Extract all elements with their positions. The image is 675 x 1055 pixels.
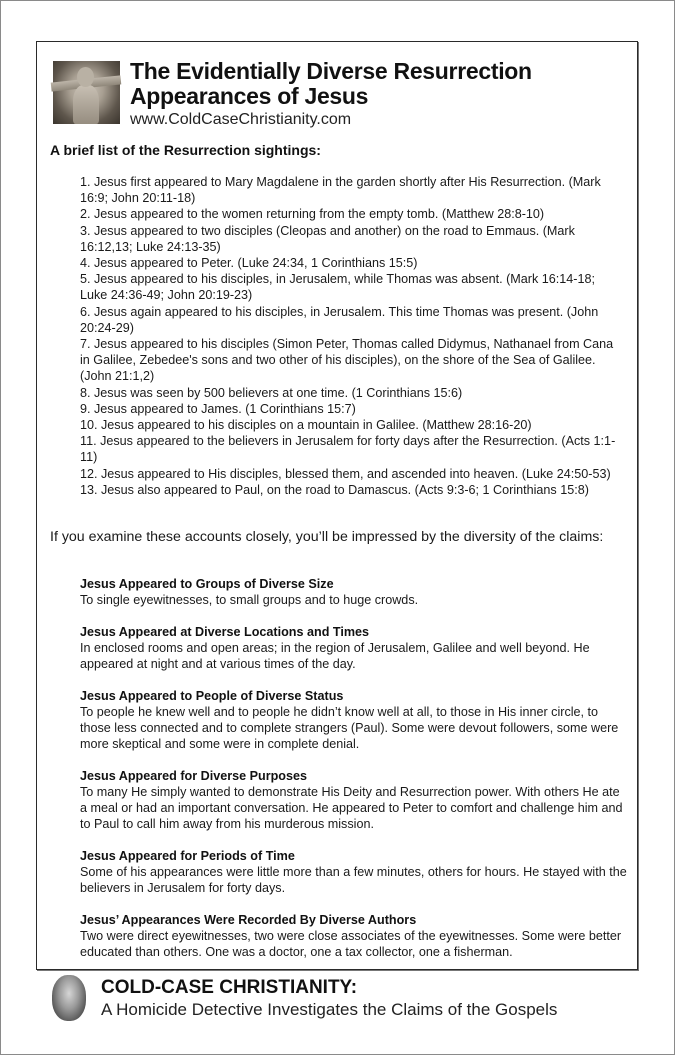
claim-locations-times [80,624,628,672]
intro-paragraph: If you examine these accounts closely, you’ll be impressed by the diversity of the claims: [50,529,604,545]
sighting-item: 10. Jesus appeared to his disciples on a mountain in Galilee. (Matthew 28:16-20) [80,418,532,433]
page-title [130,59,532,109]
sightings-list [80,174,625,498]
claim-heading: Jesus Appeared to Groups of Diverse Size [80,577,334,591]
detective-badge-icon [52,975,86,1021]
sighting-item: 12. Jesus appeared to His disciples, blessed them, and ascended into heaven. (Luke 24:50-53) [80,466,611,481]
sighting-item: 13. Jesus also appeared to Paul, on the road to Damascus. (Acts 9:3-6; 1 Corinthians 15:8) [80,482,589,497]
sighting-item: 5. Jesus appeared to his disciples, in Jerusalem, while Thomas was absent. (Mark 16:14-18; Luke 24:36-49; John 20:19-23) [80,272,595,303]
crucifix-head [77,67,94,87]
crucifix-photo [53,61,120,124]
claim-body: To many He simply wanted to demonstrate His Deity and Resurrection power. With others He ate a meal or had an important conversation. He appeared to Peter to comfort and challenge him and to Paul to call him away from his murderous mission. [80,785,623,831]
website-url: www.ColdCaseChristianity.com [130,111,352,128]
title-line-2: Appearances of Jesus [130,83,369,109]
title-line-1: The Evidentially Diverse Resurrection [130,58,532,84]
claim-authors [80,912,628,960]
sighting-item: 4. Jesus appeared to Peter. (Luke 24:34, 1 Corinthians 15:5) [80,256,418,271]
claim-heading: Jesus Appeared at Diverse Locations and Times [80,625,370,639]
claim-body: Some of his appearances were little more than a few minutes, others for hours. He stayed with the believers in Jerusalem for forty days. [80,865,627,895]
claims-list [80,576,628,976]
claim-periods [80,848,628,896]
sighting-item: 6. Jesus again appeared to his disciples, in Jerusalem. This time Thomas was present. (John 20:24-29) [80,304,599,335]
claim-people-status [80,688,628,752]
crucifix-torso [73,85,99,124]
sighting-item: 2. Jesus appeared to the women returning from the empty tomb. (Matthew 28:8-10) [80,207,545,222]
claim-body: Two were direct eyewitnesses, two were close associates of the eyewitnesses. Some were better educated than others. One was a doctor, one a tax collector, one a fisherman. [80,929,622,959]
claim-body: To single eyewitnesses, to small groups and to huge crowds. [80,593,419,607]
sighting-item: 3. Jesus appeared to two disciples (Cleopas and another) on the road to Emmaus. (Mark 16:12,13; Luke 24:13-35) [80,223,575,254]
claim-body: To people he knew well and to people he didn’t know well at all, to those in His inner circle, to those less connected and to complete strangers (Paul). Some were devout followers, some were more skeptical and some were in complete denial. [80,705,619,751]
sighting-item: 11. Jesus appeared to the believers in Jerusalem for forty days after the Resurrection. (Acts 1:1-11) [80,434,616,465]
sighting-item: 8. Jesus was seen by 500 believers at one time. (1 Corinthians 15:6) [80,385,463,400]
claim-heading: Jesus Appeared for Periods of Time [80,849,295,863]
claim-body: In enclosed rooms and open areas; in the region of Jerusalem, Galilee and well beyond. He appeared at night and at various times of the day. [80,641,590,671]
content-box [36,41,638,970]
sightings-heading: A brief list of the Resurrection sightings: [50,142,321,158]
footer-title: COLD-CASE CHRISTIANITY: [101,977,358,998]
sighting-item: 7. Jesus appeared to his disciples (Simon Peter, Thomas called Didymus, Nathanael from Cana in Galilee, Zebedee's sons and two other of his disciples), on the shore of the Sea of Galilee. (John 21:1,2) [80,337,614,384]
claim-heading: Jesus Appeared for Diverse Purposes [80,769,308,783]
claim-heading: Jesus’ Appearances Were Recorded By Diverse Authors [80,913,417,927]
sighting-item: 1. Jesus first appeared to Mary Magdalene in the garden shortly after His Resurrection. (Mark 16:9; John 20:11-18) [80,175,601,206]
sighting-item: 9. Jesus appeared to James. (1 Corinthians 15:7) [80,401,356,416]
claim-purposes [80,768,628,832]
claim-heading: Jesus Appeared to People of Diverse Status [80,689,344,703]
claim-group-size [80,576,628,608]
footer-subtitle: A Homicide Detective Investigates the Claims of the Gospels [101,1000,558,1019]
